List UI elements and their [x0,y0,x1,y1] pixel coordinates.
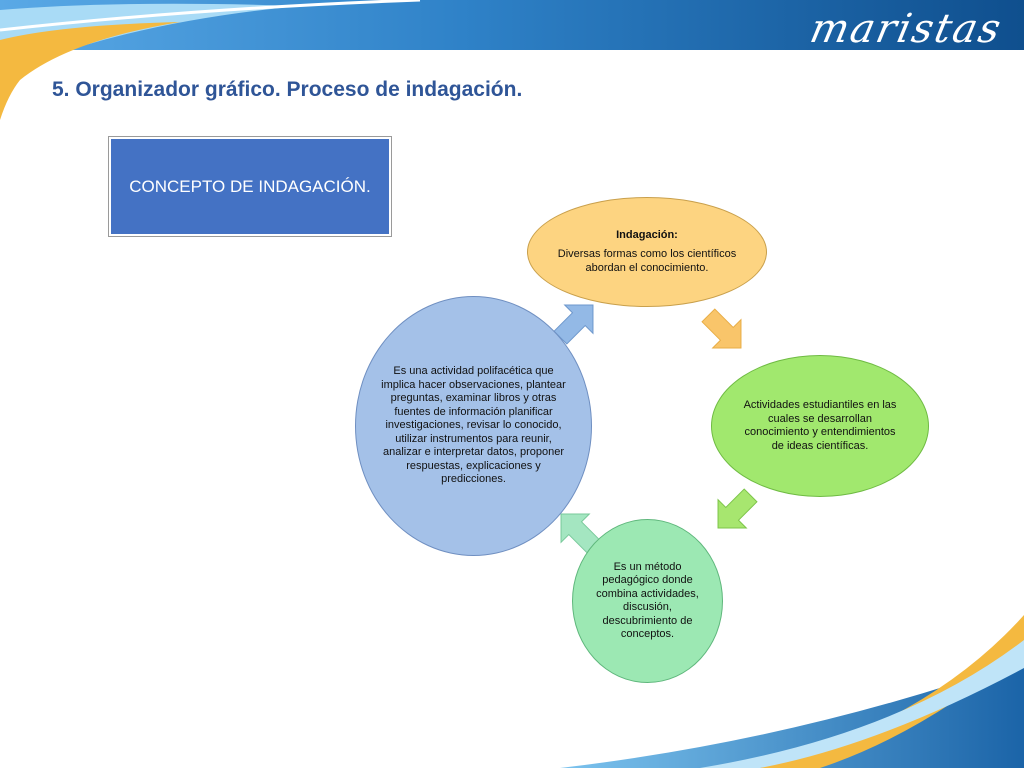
slide-title: 5. Organizador gráfico. Proceso de indagación. [52,78,523,101]
node-actividad-polifacetica [355,296,592,556]
node-indagacion-heading: Indagación: [616,228,678,241]
node-actividades-text: Actividades estudiantiles en las cuales se desarrollan conocimiento y entendimientos de ideas científicas. [743,399,897,452]
node-indagacion [527,197,767,307]
node-metodo-pedagogico [572,519,723,683]
node-actividades-estudiantiles [711,355,929,497]
arrow-top-to-right [694,301,755,362]
node-metodo-text: Es un método pedagógico donde combina actividades, discusión, descubrimiento de conceptos. [596,560,699,640]
concept-box-label: CONCEPTO DE INDAGACIÓN. [111,139,389,234]
arrow-right-to-bottom [704,481,765,542]
node-indagacion-text: Diversas formas como los científicos abordan el conocimiento. [557,248,737,274]
maristas-logo: maristas [806,6,1007,52]
node-polifacetica-text: Es una actividad polifacética que implica hacer observaciones, plantear preguntas, examinar libros y otras fuentes de información planificar investigaciones, revisar lo conocido, utilizar instrumentos para reunir, analizar e interpretar datos, proponer respuestas, explicaciones y predicciones. [381,365,566,486]
